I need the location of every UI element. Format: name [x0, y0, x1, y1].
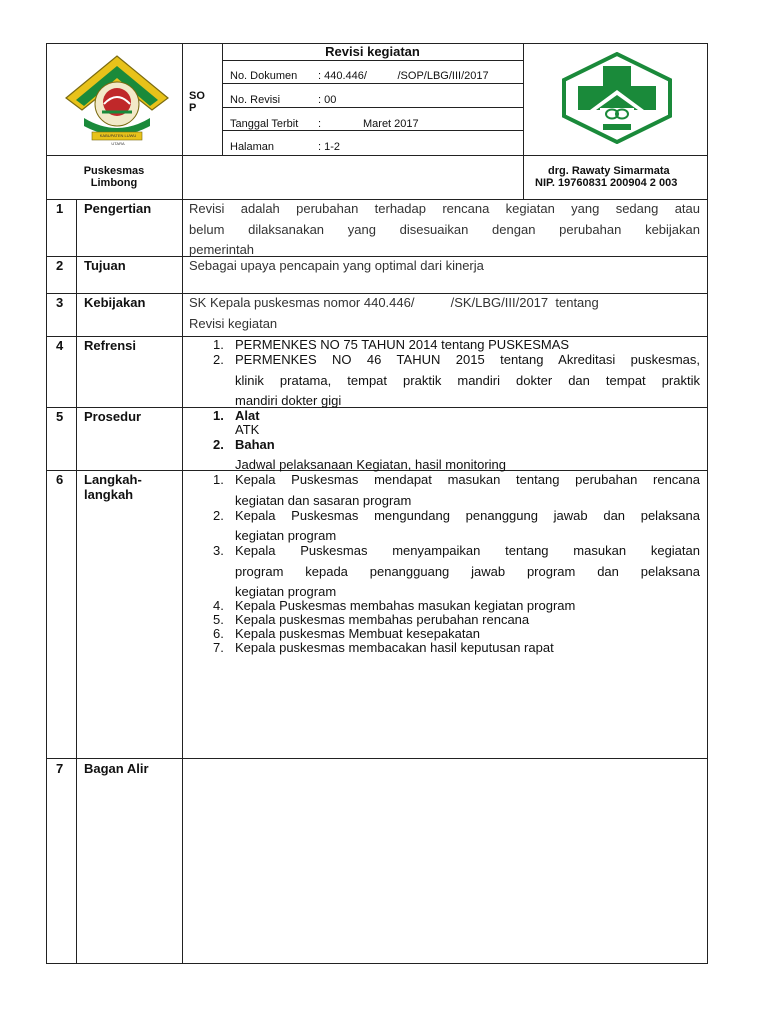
- step-1-number: 1.: [213, 472, 224, 487]
- alat-item: ATK: [235, 422, 260, 437]
- step-6-line1: Kepala puskesmas Membuat kesepakatan: [235, 626, 480, 641]
- issue-date-label: Tanggal Terbit: [230, 118, 299, 130]
- section-1-line3: pemerintah: [189, 242, 255, 257]
- org-name-line1: Puskesmas: [83, 165, 145, 177]
- ref-1-line1: PERMENKES NO 75 TAHUN 2014 tentang PUSKESMAS: [235, 337, 570, 352]
- step-5-line1: Kepala puskesmas membahas perubahan rencana: [235, 612, 530, 627]
- step-5-number: 5.: [213, 612, 224, 627]
- section-2-title: Tujuan: [84, 258, 126, 273]
- section-2-text: Sebagai upaya pencapain yang optimal dari kinerja: [189, 258, 484, 273]
- section-4-number: 4: [56, 338, 64, 353]
- section-6-title-line1: Langkah-: [84, 472, 142, 487]
- alat-number: 1.: [213, 408, 224, 423]
- section-1-line2: belum dilaksanakan yang disesuaikan dengan perubahan kebijakan: [189, 222, 700, 237]
- ref-2-line3: mandiri dokter gigi: [235, 393, 342, 408]
- sop-label: SO P: [189, 90, 205, 114]
- issue-date-sep: :: [318, 118, 322, 130]
- issue-date-value: Maret 2017: [363, 118, 419, 130]
- step-7-number: 7.: [213, 640, 224, 655]
- page-value: : 1-2: [318, 141, 341, 153]
- section-2-number: 2: [56, 258, 64, 273]
- section-6-number: 6: [56, 472, 64, 487]
- section-1-number: 1: [56, 201, 64, 216]
- section-4-title: Refrensi: [84, 338, 137, 353]
- bahan-item: Jadwal pelaksanaan Kegiatan, hasil monitoring: [235, 457, 507, 472]
- step-1-line1: Kepala Puskesmas mendapat masukan tentang perubahan rencana: [235, 472, 700, 487]
- ref-2-number: 2.: [213, 352, 224, 367]
- green-cross-house-icon: [560, 52, 674, 144]
- bahan-heading: Bahan: [235, 437, 275, 452]
- section-3-number: 3: [56, 295, 64, 310]
- section-1-title: Pengertian: [84, 201, 152, 216]
- step-4-line1: Kepala Puskesmas membahas masukan kegiatan program: [235, 598, 576, 613]
- section-1-line1: Revisi adalah perubahan terhadap rencana kegiatan yang sedang atau: [189, 201, 700, 216]
- step-3-line2: program kepada penangguang jawab program dan pelaksana: [235, 564, 700, 579]
- step-4-number: 4.: [213, 598, 224, 613]
- step-3-line3: kegiatan program: [235, 584, 337, 599]
- bahan-number: 2.: [213, 437, 224, 452]
- document-title: Revisi kegiatan: [325, 44, 420, 59]
- step-2-number: 2.: [213, 508, 224, 523]
- section-5-title: Prosedur: [84, 409, 142, 424]
- step-2-line2: kegiatan program: [235, 528, 337, 543]
- ref-2-line2: klinik pratama, tempat praktik mandiri dokter dan tempat praktik: [235, 373, 700, 388]
- alat-heading: Alat: [235, 408, 260, 423]
- section-7-title: Bagan Alir: [84, 761, 149, 776]
- page-label: Halaman: [230, 141, 275, 153]
- section-3-title: Kebijakan: [84, 295, 146, 310]
- section-3-line2: Revisi kegiatan: [189, 316, 278, 331]
- section-6-title-line2: langkah: [84, 487, 134, 502]
- signer-name: drg. Rawaty Simarmata: [548, 165, 670, 177]
- step-1-line2: kegiatan dan sasaran program: [235, 493, 412, 508]
- doc-number-value: : 440.446/ /SOP/LBG/III/2017: [318, 70, 489, 82]
- regency-emblem-icon: [62, 52, 172, 144]
- section-3-line1: SK Kepala puskesmas nomor 440.446/ /SK/LBG/III/2017 tentang: [189, 295, 599, 310]
- ref-1-number: 1.: [213, 337, 224, 352]
- step-7-line1: Kepala puskesmas membacakan hasil keputusan rapat: [235, 640, 554, 655]
- doc-number-label: No. Dokumen: [230, 70, 298, 82]
- org-name-line2: Limbong: [90, 177, 138, 189]
- step-6-number: 6.: [213, 626, 224, 641]
- step-3-number: 3.: [213, 543, 224, 558]
- signer-nip: NIP. 19760831 200904 2 003: [535, 177, 678, 189]
- logo-caption: KABUPATEN LUWU UTARA: [99, 133, 137, 146]
- section-5-number: 5: [56, 409, 64, 424]
- revision-value: : 00: [318, 94, 337, 106]
- step-2-line1: Kepala Puskesmas mengundang penanggung jawab dan pelaksana: [235, 508, 700, 523]
- ref-2-line1: PERMENKES NO 46 TAHUN 2015 tentang Akreditasi puskesmas,: [235, 352, 700, 367]
- step-3-line1: Kepala Puskesmas menyampaikan tentang masukan kegiatan: [235, 543, 700, 558]
- revision-label: No. Revisi: [230, 94, 281, 106]
- section-7-number: 7: [56, 761, 64, 776]
